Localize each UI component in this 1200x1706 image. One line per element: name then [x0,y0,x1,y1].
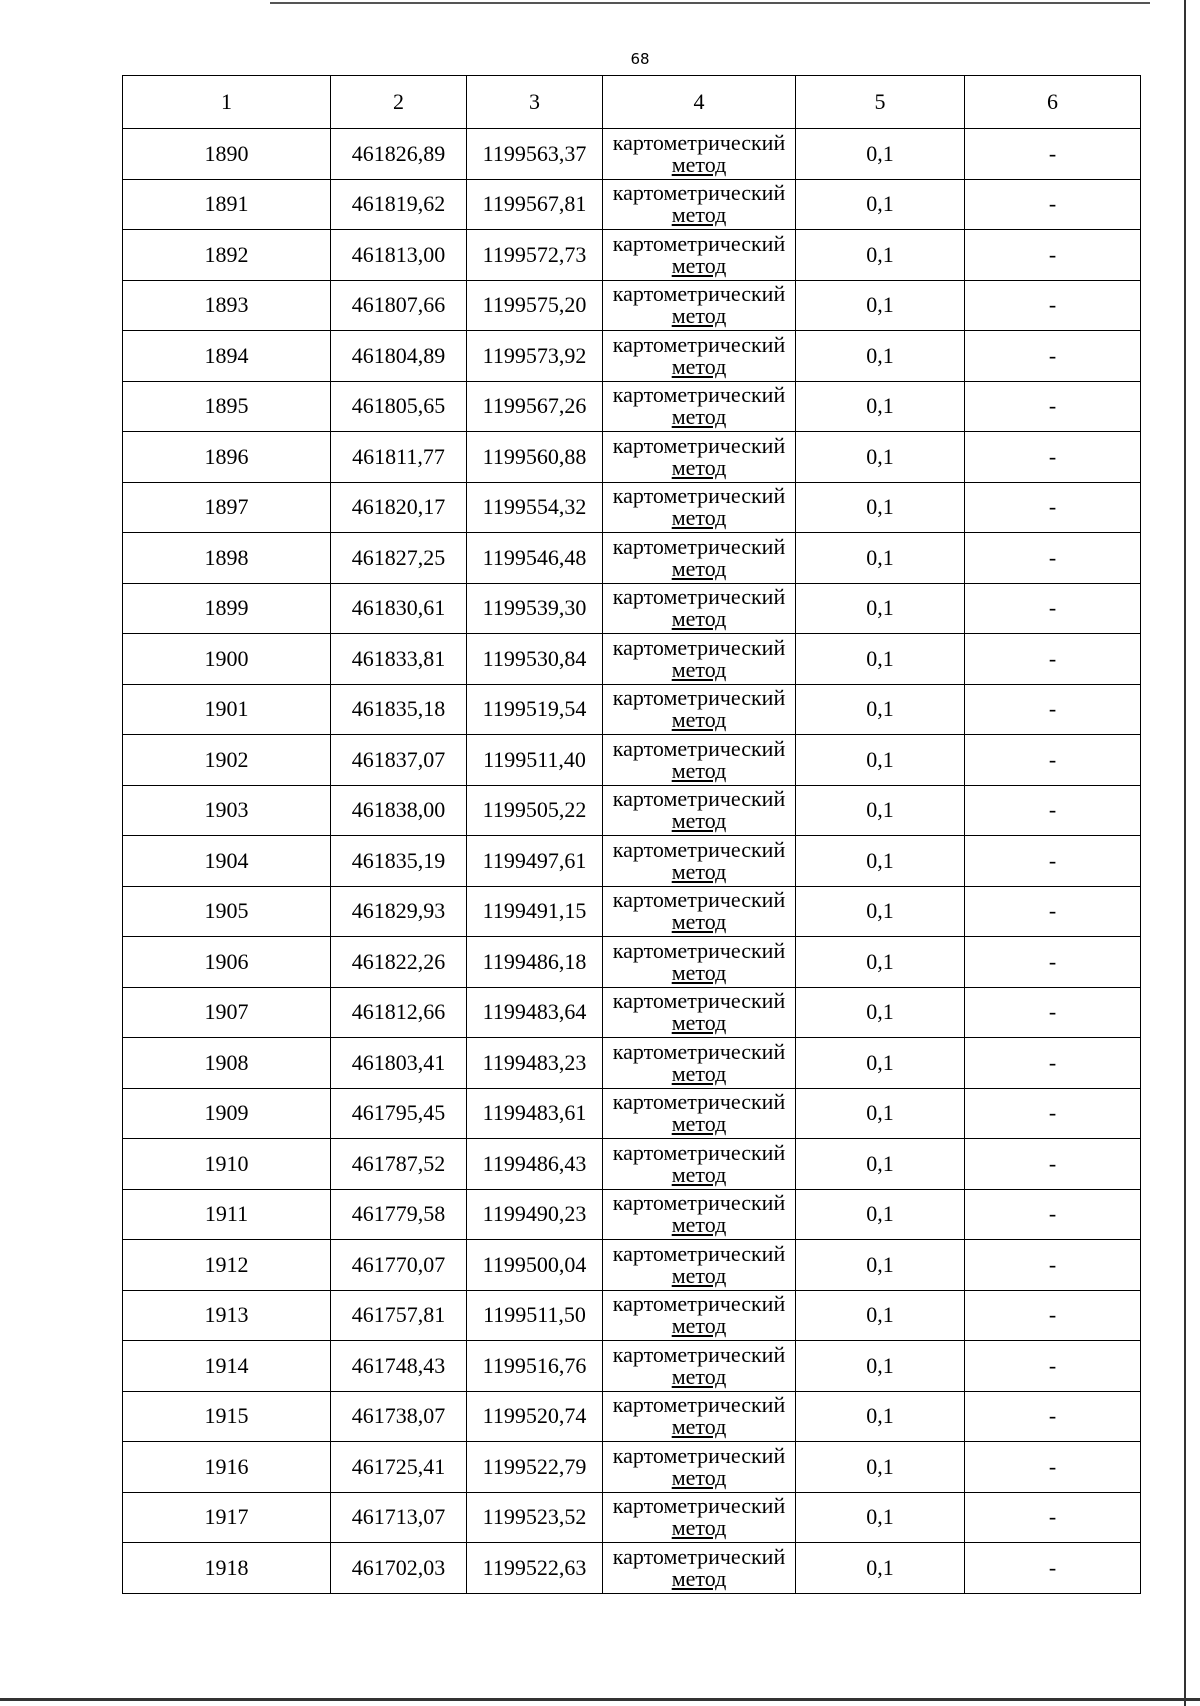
method-cell [603,280,796,331]
y-coordinate-cell: 1199486,18 [467,937,603,988]
x-coordinate-cell: 461725,41 [331,1442,467,1493]
accuracy-cell: 0,1 [796,331,965,382]
method-text-line1: картометрический [612,1038,786,1064]
y-coordinate-cell: 1199560,88 [467,432,603,483]
method-cell [603,684,796,735]
note-cell: - [965,1189,1141,1240]
method-text-line2: метод [671,1515,727,1541]
method-cell [603,1290,796,1341]
method-text-line1: картометрический [612,533,786,559]
point-number-cell: 1909 [123,1088,331,1139]
method-text-line2: метод [671,1111,727,1137]
scan-border-right [1184,0,1186,1706]
y-coordinate-cell: 1199563,37 [467,129,603,180]
x-coordinate-cell: 461830,61 [331,583,467,634]
point-number-cell: 1907 [123,987,331,1038]
method-text-line1: картометрический [612,735,786,761]
method-text-line2: метод [671,202,727,228]
method-text-line2: метод [671,1161,727,1187]
accuracy-cell: 0,1 [796,381,965,432]
point-number-cell: 1913 [123,1290,331,1341]
method-text-line2: метод [671,353,727,379]
y-coordinate-cell: 1199575,20 [467,280,603,331]
note-cell: - [965,1543,1141,1594]
y-coordinate-cell: 1199522,79 [467,1442,603,1493]
note-cell: - [965,937,1141,988]
note-cell: - [965,381,1141,432]
note-cell: - [965,987,1141,1038]
method-text-line1: картометрический [612,281,786,307]
method-text-line1: картометрический [612,1341,786,1367]
accuracy-cell: 0,1 [796,886,965,937]
y-coordinate-cell: 1199530,84 [467,634,603,685]
method-text-line1: картометрический [612,887,786,913]
method-cell [603,634,796,685]
point-number-cell: 1900 [123,634,331,685]
x-coordinate-cell: 461803,41 [331,1038,467,1089]
note-cell: - [965,1139,1141,1190]
accuracy-cell: 0,1 [796,533,965,584]
method-text-line2: метод [671,303,727,329]
method-cell [603,785,796,836]
method-cell [603,583,796,634]
x-coordinate-cell: 461804,89 [331,331,467,382]
method-text-line1: картометрический [612,1543,786,1569]
point-number-cell: 1890 [123,129,331,180]
accuracy-cell: 0,1 [796,432,965,483]
method-text-line1: картометрический [612,584,786,610]
x-coordinate-cell: 461833,81 [331,634,467,685]
table-row [123,1341,1141,1392]
point-number-cell: 1916 [123,1442,331,1493]
point-number-cell: 1902 [123,735,331,786]
note-cell: - [965,1088,1141,1139]
method-text-line1: картометрический [612,786,786,812]
accuracy-cell: 0,1 [796,1442,965,1493]
table-row [123,432,1141,483]
x-coordinate-cell: 461748,43 [331,1341,467,1392]
note-cell: - [965,331,1141,382]
note-cell: - [965,1341,1141,1392]
accuracy-cell: 0,1 [796,583,965,634]
note-cell: - [965,1492,1141,1543]
x-coordinate-cell: 461805,65 [331,381,467,432]
y-coordinate-cell: 1199483,61 [467,1088,603,1139]
method-text-line2: метод [671,1262,727,1288]
method-cell [603,1189,796,1240]
point-number-cell: 1911 [123,1189,331,1240]
note-cell: - [965,1391,1141,1442]
x-coordinate-cell: 461795,45 [331,1088,467,1139]
method-text-line2: метод [671,909,727,935]
y-coordinate-cell: 1199554,32 [467,482,603,533]
scan-border-top [270,2,1150,4]
method-cell [603,230,796,281]
accuracy-cell: 0,1 [796,1240,965,1291]
y-coordinate-cell: 1199491,15 [467,886,603,937]
coordinates-table [122,75,1141,1594]
note-cell: - [965,280,1141,331]
note-cell: - [965,533,1141,584]
y-coordinate-cell: 1199546,48 [467,533,603,584]
y-coordinate-cell: 1199539,30 [467,583,603,634]
x-coordinate-cell: 461812,66 [331,987,467,1038]
method-text-line1: картометрический [612,483,786,509]
method-cell [603,381,796,432]
method-text-line2: метод [671,858,727,884]
method-text-line2: метод [671,454,727,480]
table-row [123,280,1141,331]
method-text-line2: метод [671,656,727,682]
method-text-line1: картометрический [612,1190,786,1216]
point-number-cell: 1903 [123,785,331,836]
table-row [123,684,1141,735]
method-text-line2: метод [671,1464,727,1490]
accuracy-cell: 0,1 [796,836,965,887]
method-text-line1: картометрический [612,1442,786,1468]
x-coordinate-cell: 461829,93 [331,886,467,937]
method-cell [603,886,796,937]
table-row [123,886,1141,937]
method-text-line2: метод [671,959,727,985]
point-number-cell: 1915 [123,1391,331,1442]
header-row [123,76,1141,129]
method-cell [603,1492,796,1543]
x-coordinate-cell: 461827,25 [331,533,467,584]
x-coordinate-cell: 461835,18 [331,684,467,735]
accuracy-cell: 0,1 [796,129,965,180]
accuracy-cell: 0,1 [796,634,965,685]
x-coordinate-cell: 461702,03 [331,1543,467,1594]
method-cell [603,1543,796,1594]
method-text-line1: картометрический [612,685,786,711]
method-text-line2: метод [671,757,727,783]
table-row [123,1088,1141,1139]
method-text-line2: метод [671,1060,727,1086]
column-header: 5 [796,76,965,129]
accuracy-cell: 0,1 [796,482,965,533]
note-cell: - [965,179,1141,230]
table-row [123,634,1141,685]
method-cell [603,1391,796,1442]
accuracy-cell: 0,1 [796,937,965,988]
table-row [123,785,1141,836]
table-row [123,1543,1141,1594]
method-text-line2: метод [671,252,727,278]
y-coordinate-cell: 1199486,43 [467,1139,603,1190]
method-text-line1: картометрический [612,1291,786,1317]
note-cell: - [965,230,1141,281]
table-row [123,179,1141,230]
method-cell [603,1088,796,1139]
point-number-cell: 1893 [123,280,331,331]
method-cell [603,1139,796,1190]
point-number-cell: 1892 [123,230,331,281]
point-number-cell: 1894 [123,331,331,382]
x-coordinate-cell: 461811,77 [331,432,467,483]
point-number-cell: 1905 [123,886,331,937]
point-number-cell: 1917 [123,1492,331,1543]
point-number-cell: 1904 [123,836,331,887]
point-number-cell: 1897 [123,482,331,533]
y-coordinate-cell: 1199523,52 [467,1492,603,1543]
method-text-line1: картометрический [612,129,786,155]
table-row [123,836,1141,887]
note-cell: - [965,836,1141,887]
x-coordinate-cell: 461820,17 [331,482,467,533]
method-text-line1: картометрический [612,230,786,256]
y-coordinate-cell: 1199572,73 [467,230,603,281]
point-number-cell: 1914 [123,1341,331,1392]
point-number-cell: 1910 [123,1139,331,1190]
table-row [123,1038,1141,1089]
x-coordinate-cell: 461822,26 [331,937,467,988]
column-header: 6 [965,76,1141,129]
y-coordinate-cell: 1199500,04 [467,1240,603,1291]
accuracy-cell: 0,1 [796,785,965,836]
table-row [123,331,1141,382]
y-coordinate-cell: 1199511,40 [467,735,603,786]
method-text-line2: метод [671,1414,727,1440]
table-row [123,1240,1141,1291]
x-coordinate-cell: 461837,07 [331,735,467,786]
method-text-line1: картометрический [612,988,786,1014]
y-coordinate-cell: 1199519,54 [467,684,603,735]
table-row [123,937,1141,988]
y-coordinate-cell: 1199483,23 [467,1038,603,1089]
scan-border-bottom [0,1698,1200,1701]
note-cell: - [965,1290,1141,1341]
y-coordinate-cell: 1199573,92 [467,331,603,382]
method-cell [603,482,796,533]
method-text-line1: картометрический [612,1240,786,1266]
note-cell: - [965,684,1141,735]
column-header: 1 [123,76,331,129]
note-cell: - [965,1038,1141,1089]
method-cell [603,432,796,483]
method-text-line2: метод [671,151,727,177]
table-row [123,230,1141,281]
point-number-cell: 1896 [123,432,331,483]
y-coordinate-cell: 1199497,61 [467,836,603,887]
accuracy-cell: 0,1 [796,1189,965,1240]
method-cell [603,1341,796,1392]
point-number-cell: 1906 [123,937,331,988]
y-coordinate-cell: 1199520,74 [467,1391,603,1442]
method-text-line2: метод [671,707,727,733]
accuracy-cell: 0,1 [796,1290,965,1341]
x-coordinate-cell: 461838,00 [331,785,467,836]
method-text-line1: картометрический [612,836,786,862]
note-cell: - [965,432,1141,483]
x-coordinate-cell: 461835,19 [331,836,467,887]
method-text-line2: метод [671,404,727,430]
y-coordinate-cell: 1199522,63 [467,1543,603,1594]
table-row [123,1442,1141,1493]
table-row [123,129,1141,180]
method-text-line1: картометрический [612,432,786,458]
point-number-cell: 1901 [123,684,331,735]
method-cell [603,129,796,180]
point-number-cell: 1895 [123,381,331,432]
accuracy-cell: 0,1 [796,684,965,735]
page-number: 68 [630,50,650,68]
method-text-line2: метод [671,1010,727,1036]
note-cell: - [965,1240,1141,1291]
method-text-line2: метод [671,1212,727,1238]
method-cell [603,179,796,230]
method-text-line1: картометрический [612,180,786,206]
note-cell: - [965,1442,1141,1493]
x-coordinate-cell: 461757,81 [331,1290,467,1341]
note-cell: - [965,583,1141,634]
column-header: 4 [603,76,796,129]
accuracy-cell: 0,1 [796,179,965,230]
method-cell [603,533,796,584]
y-coordinate-cell: 1199567,81 [467,179,603,230]
point-number-cell: 1899 [123,583,331,634]
x-coordinate-cell: 461826,89 [331,129,467,180]
method-cell [603,1240,796,1291]
table-row [123,1391,1141,1442]
accuracy-cell: 0,1 [796,1088,965,1139]
method-text-line2: метод [671,505,727,531]
method-text-line2: метод [671,1313,727,1339]
x-coordinate-cell: 461779,58 [331,1189,467,1240]
y-coordinate-cell: 1199567,26 [467,381,603,432]
table-row [123,583,1141,634]
accuracy-cell: 0,1 [796,1341,965,1392]
column-header: 2 [331,76,467,129]
accuracy-cell: 0,1 [796,230,965,281]
method-cell [603,331,796,382]
table-row [123,381,1141,432]
note-cell: - [965,482,1141,533]
point-number-cell: 1912 [123,1240,331,1291]
accuracy-cell: 0,1 [796,1543,965,1594]
y-coordinate-cell: 1199483,64 [467,987,603,1038]
y-coordinate-cell: 1199516,76 [467,1341,603,1392]
point-number-cell: 1918 [123,1543,331,1594]
accuracy-cell: 0,1 [796,1391,965,1442]
method-cell [603,836,796,887]
method-cell [603,735,796,786]
table-row [123,1139,1141,1190]
x-coordinate-cell: 461713,07 [331,1492,467,1543]
accuracy-cell: 0,1 [796,1139,965,1190]
note-cell: - [965,735,1141,786]
table-body [123,129,1141,1594]
method-text-line1: картометрический [612,1392,786,1418]
point-number-cell: 1891 [123,179,331,230]
method-text-line1: картометрический [612,634,786,660]
method-cell [603,1442,796,1493]
x-coordinate-cell: 461770,07 [331,1240,467,1291]
y-coordinate-cell: 1199490,23 [467,1189,603,1240]
method-cell [603,937,796,988]
method-text-line2: метод [671,1565,727,1591]
table-row [123,482,1141,533]
accuracy-cell: 0,1 [796,1492,965,1543]
table-row [123,735,1141,786]
method-cell [603,987,796,1038]
method-text-line2: метод [671,555,727,581]
method-text-line1: картометрический [612,331,786,357]
note-cell: - [965,129,1141,180]
y-coordinate-cell: 1199511,50 [467,1290,603,1341]
table-row [123,533,1141,584]
y-coordinate-cell: 1199505,22 [467,785,603,836]
method-text-line1: картометрический [612,937,786,963]
note-cell: - [965,886,1141,937]
method-text-line2: метод [671,1363,727,1389]
method-cell [603,1038,796,1089]
method-text-line2: метод [671,606,727,632]
method-text-line1: картометрический [612,382,786,408]
method-text-line1: картометрический [612,1089,786,1115]
accuracy-cell: 0,1 [796,280,965,331]
point-number-cell: 1898 [123,533,331,584]
method-text-line2: метод [671,808,727,834]
note-cell: - [965,785,1141,836]
table-row [123,1492,1141,1543]
table-row [123,1290,1141,1341]
accuracy-cell: 0,1 [796,987,965,1038]
note-cell: - [965,634,1141,685]
x-coordinate-cell: 461807,66 [331,280,467,331]
table-row [123,987,1141,1038]
accuracy-cell: 0,1 [796,735,965,786]
column-header: 3 [467,76,603,129]
x-coordinate-cell: 461819,62 [331,179,467,230]
x-coordinate-cell: 461787,52 [331,1139,467,1190]
method-text-line1: картометрический [612,1139,786,1165]
x-coordinate-cell: 461738,07 [331,1391,467,1442]
accuracy-cell: 0,1 [796,1038,965,1089]
point-number-cell: 1908 [123,1038,331,1089]
x-coordinate-cell: 461813,00 [331,230,467,281]
method-text-line1: картометрический [612,1493,786,1519]
table-row [123,1189,1141,1240]
